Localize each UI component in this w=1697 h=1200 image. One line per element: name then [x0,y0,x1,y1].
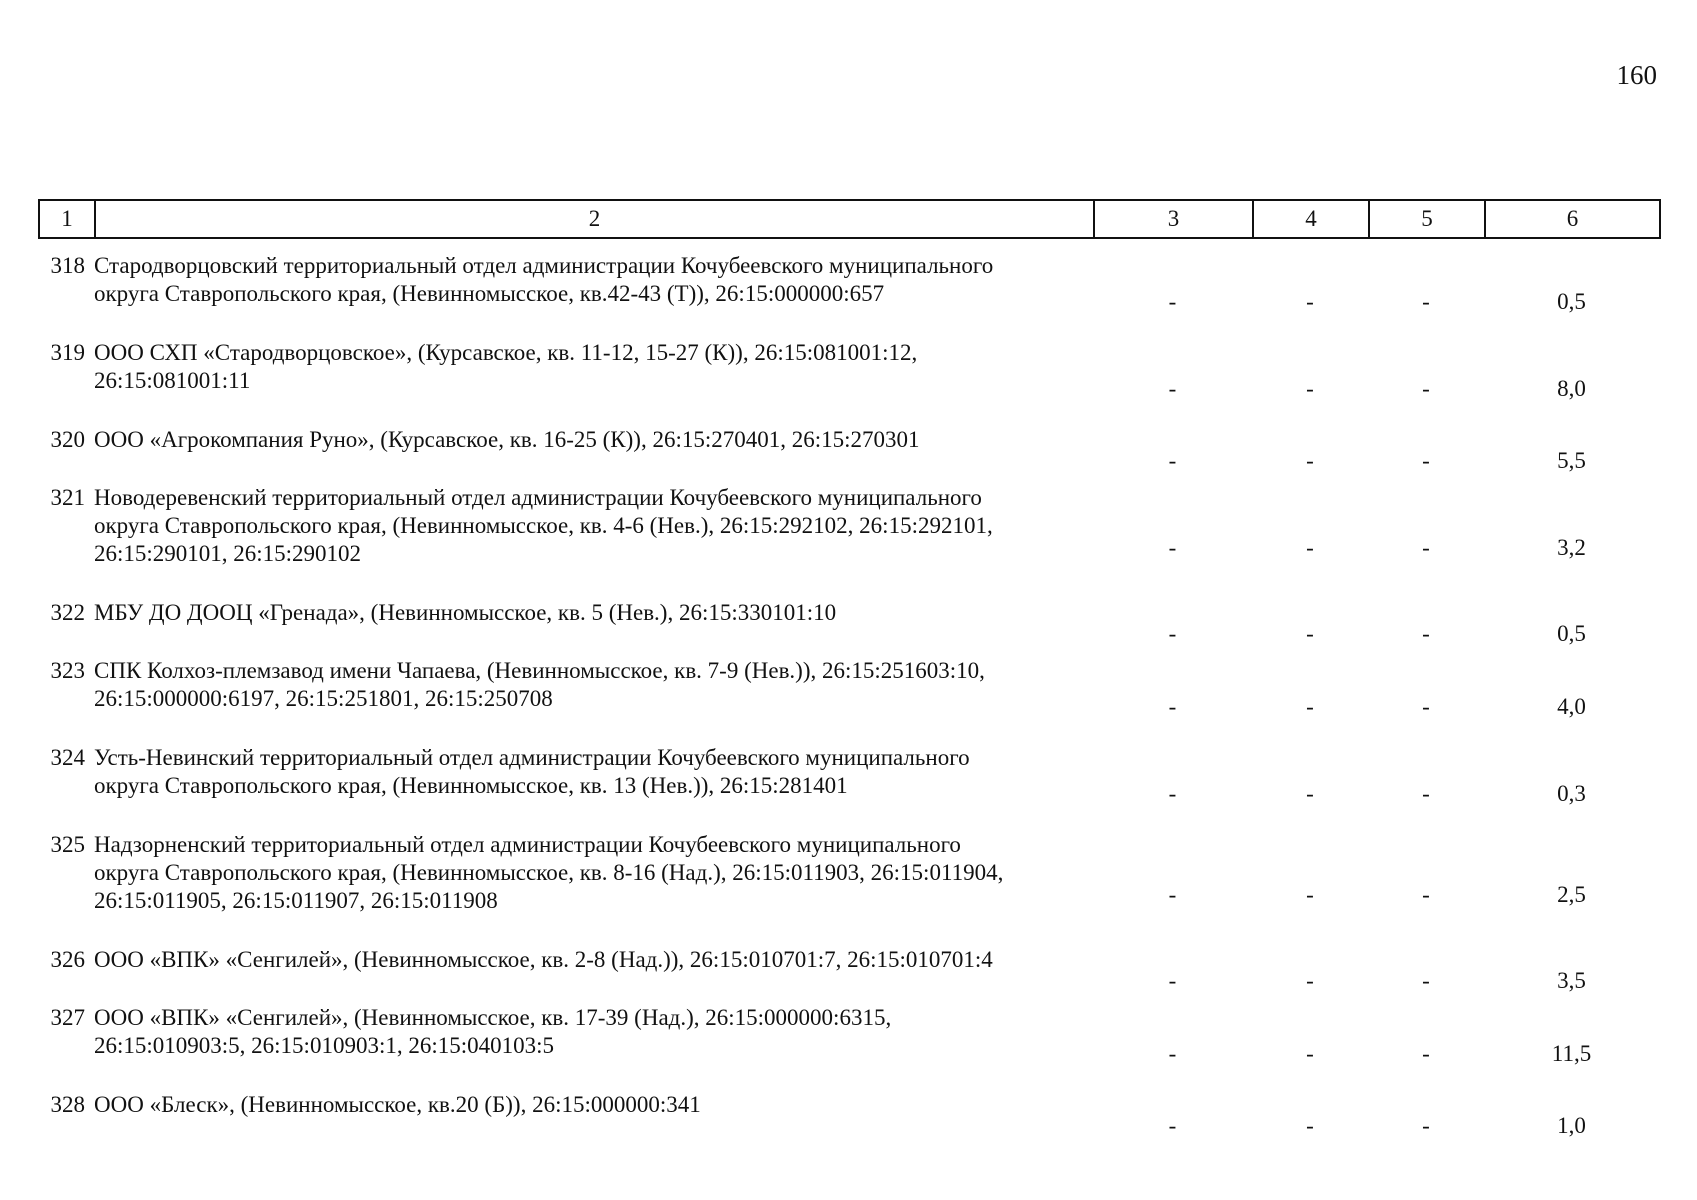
row-number: 328 [50,1092,85,1117]
table-row [38,657,1659,744]
row-col-5: - [1422,780,1430,806]
row-col-5: - [1422,693,1430,719]
header-col-3: 3 [1094,200,1253,238]
row-col-5: - [1422,534,1430,560]
row-col-4: - [1306,621,1314,646]
row-col-4: - [1306,534,1314,560]
table-row [38,831,1659,946]
row-number: 325 [50,832,85,857]
table-row [38,1004,1659,1091]
row-number: 327 [50,1005,85,1030]
row-col-6: 5,5 [1557,448,1586,473]
row-description: Стародворцовский территориальный отдел администрации Кочубеевского муниципального округа Ставропольского края, (Невинномысское, кв.42-43 (Т)), 26:15:000000:657 [94,253,994,306]
table-row [38,1091,1659,1149]
row-col-3: - [1168,968,1177,993]
table-row [38,426,1659,484]
row-col-3: - [1168,621,1177,646]
row-number: 318 [50,253,85,278]
table-row [38,946,1659,1004]
row-number: 322 [50,600,85,625]
row-description: СПК Колхоз-племзавод имени Чапаева, (Невинномысское, кв. 7-9 (Нев.)), 26:15:251603:10, 26:15:000000:6197, 26:15:251801, 26:15:250708 [94,658,985,711]
row-col-6: 3,2 [1557,534,1586,560]
row-col-5: - [1422,448,1430,473]
row-description: ООО «ВПК» «Сенгилей», (Невинномысское, кв. 2-8 (Над.)), 26:15:010701:7, 26:15:010701:4 [94,947,993,972]
table-header [38,199,1661,239]
row-col-6: 11,5 [1551,1040,1592,1066]
row-col-5: - [1422,1113,1430,1138]
row-col-4: - [1306,693,1314,719]
table-row [38,484,1659,599]
row-col-6: 8,0 [1557,375,1586,401]
row-col-4: - [1306,881,1314,907]
row-col-6: 0,5 [1557,621,1586,646]
row-col-6: 0,5 [1557,288,1586,314]
row-number: 326 [50,947,85,972]
row-col-3: - [1168,881,1177,907]
row-col-4: - [1306,1113,1314,1138]
row-description: Новодеревенский территориальный отдел администрации Кочубеевского муниципального округа Ставропольского края, (Невинномысское, кв. 4-6 (Нев.), 26:15:292102, 26:15:292101, 26:15:290101, 26:15:290102 [94,485,993,566]
row-col-4: - [1306,780,1314,806]
row-col-3: - [1168,448,1177,473]
row-col-5: - [1422,288,1430,314]
row-col-5: - [1422,621,1430,646]
row-col-3: - [1168,375,1177,401]
row-description: Надзорненский территориальный отдел администрации Кочубеевского муниципального округа Ставропольского края, (Невинномысское, кв. 8-16 (Над.), 26:15:011903, 26:15:011904, 26:15:011905, 26:15:011907, 26:15:011908 [94,832,1004,913]
row-col-3: - [1168,780,1177,806]
row-col-3: - [1168,534,1177,560]
row-col-4: - [1306,1040,1314,1066]
table-row [38,599,1659,657]
row-description: ООО «ВПК» «Сенгилей», (Невинномысское, кв. 17-39 (Над.), 26:15:000000:6315, 26:15:010903:5, 26:15:010903:1, 26:15:040103:5 [94,1005,892,1058]
row-number: 321 [50,485,85,510]
row-col-3: - [1168,1040,1177,1066]
row-description: МБУ ДО ДООЦ «Гренада», (Невинномысское, кв. 5 (Нев.), 26:15:330101:10 [94,600,837,625]
row-col-5: - [1422,968,1430,993]
row-description: Усть-Невинский территориальный отдел администрации Кочубеевского муниципального округа Ставропольского края, (Невинномысское, кв. 13 (Нев.)), 26:15:281401 [94,745,970,798]
table-row [38,744,1659,831]
page-number: 160 [1616,60,1657,90]
row-number: 320 [50,427,85,452]
row-description: ООО «Блеск», (Невинномысское, кв.20 (Б)), 26:15:000000:341 [94,1092,701,1117]
row-col-3: - [1168,288,1177,314]
row-col-5: - [1422,881,1430,907]
row-number: 323 [50,658,85,683]
header-col-5: 5 [1369,200,1485,238]
row-col-4: - [1306,375,1314,401]
table-row [38,339,1659,426]
row-col-4: - [1306,288,1314,314]
row-description: ООО «Агрокомпания Руно», (Курсавское, кв. 16-25 (К)), 26:15:270401, 26:15:270301 [94,427,920,452]
row-col-4: - [1306,448,1314,473]
row-col-6: 4,0 [1557,693,1586,719]
header-col-2: 2 [95,200,1094,238]
row-number: 324 [50,745,85,770]
header-col-4: 4 [1253,200,1369,238]
row-col-3: - [1168,1113,1177,1138]
header-col-6: 6 [1485,200,1660,238]
row-col-5: - [1422,375,1430,401]
row-col-3: - [1168,693,1177,719]
row-number: 319 [50,340,85,365]
row-col-4: - [1306,968,1314,993]
row-col-6: 3,5 [1557,968,1586,993]
row-col-5: - [1422,1040,1430,1066]
table-body [38,252,1659,1149]
row-col-6: 1,0 [1557,1113,1586,1138]
table-row [38,252,1659,339]
row-col-6: 2,5 [1557,881,1586,907]
header-col-1: 1 [39,200,95,238]
row-description: ООО СХП «Стародворцовское», (Курсавское, кв. 11-12, 15-27 (К)), 26:15:081001:12, 26:15:081001:11 [94,340,918,393]
row-col-6: 0,3 [1557,780,1586,806]
